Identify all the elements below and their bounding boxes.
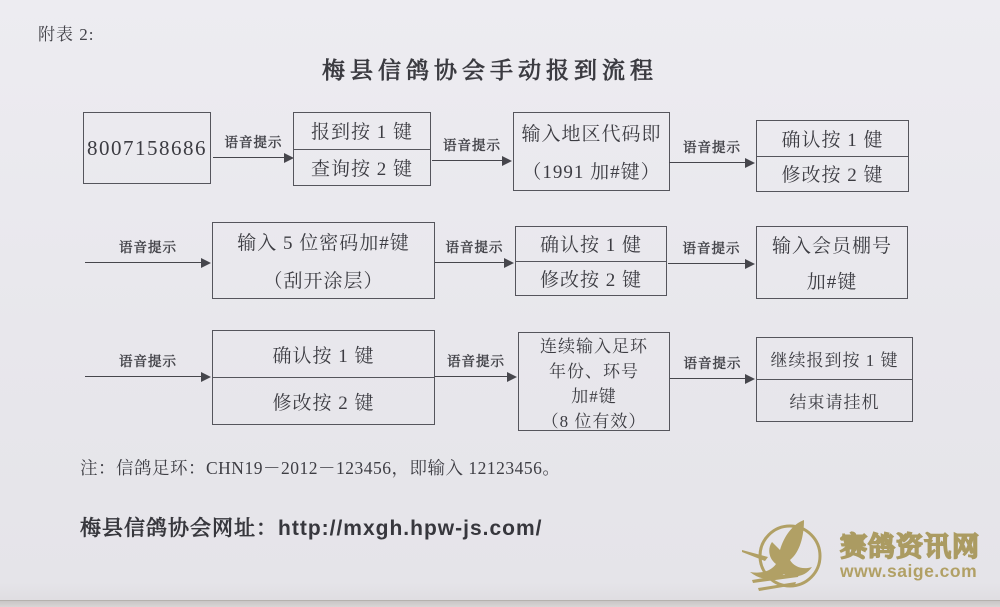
password-line-2: （刮开涂层） [263, 270, 384, 292]
watermark-site-url: www.saige.com [840, 560, 978, 581]
modify-line: 修改按 2 键 [757, 156, 908, 192]
arrow-line [670, 378, 748, 379]
flow-arrow [668, 237, 755, 273]
modify-line: 修改按 2 键 [516, 261, 666, 296]
arrow-line [435, 376, 510, 377]
voice-prompt-label: 语音提示 [682, 241, 741, 256]
arrow-line [85, 376, 204, 377]
arrow-line [213, 157, 287, 158]
confirm-line: 确认按 1 健 [539, 235, 642, 257]
arrow-line [432, 160, 505, 161]
member-shed-line-2: 加#键 [806, 271, 858, 293]
flow-box-confirm-modify-2 [515, 226, 667, 296]
flow-box-ring-entry [518, 332, 670, 431]
saige-watermark [738, 512, 978, 600]
arrow-line [435, 262, 507, 263]
arrow-line [669, 162, 748, 163]
flow-box-hotline-number [83, 112, 211, 184]
flow-arrow [669, 136, 755, 172]
ring-line-2: 年份、环号 [549, 361, 639, 381]
arrow-line [668, 263, 748, 264]
flow-arrow [435, 350, 517, 386]
hangup-line: 结束请挂机 [757, 379, 912, 421]
confirm-line: 确认按 1 健 [781, 129, 884, 151]
flow-arrow [432, 134, 512, 170]
arrow-head-icon [507, 372, 517, 382]
area-code-line-2: （1991 加#键） [522, 162, 661, 184]
voice-prompt-label: 语音提示 [119, 240, 177, 255]
arrow-head-icon [502, 156, 512, 166]
member-shed-line-1: 输入会员棚号 [771, 236, 892, 258]
ring-line-3: 加#键 [571, 386, 617, 406]
flow-box-member-shed [756, 226, 908, 299]
voice-prompt-label: 语音提示 [443, 138, 501, 153]
flow-box-checkin-options [293, 112, 431, 186]
arrow-head-icon [745, 259, 755, 269]
flow-box-confirm-modify-3 [212, 330, 435, 425]
association-website: 梅县信鸽协会网址：http://mxgh.hpw-js.com/ [80, 517, 543, 540]
continue-checkin-line: 继续报到按 1 键 [770, 351, 899, 370]
arrow-line [85, 262, 204, 263]
checkin-option-2: 查询按 2 键 [294, 149, 430, 186]
voice-prompt-label: 语音提示 [119, 354, 177, 369]
arrow-head-icon [504, 258, 514, 268]
appendix-label: 附表 2: [38, 25, 95, 44]
ring-line-4: （8 位有效） [541, 411, 647, 431]
watermark-site-name: 赛鸽资讯网 [840, 531, 980, 562]
scan-bottom-edge [0, 600, 1000, 607]
arrow-head-icon [201, 372, 211, 382]
voice-prompt-label: 语音提示 [445, 240, 504, 255]
pigeon-logo-icon [738, 514, 838, 598]
voice-prompt-label: 语音提示 [683, 140, 741, 155]
page-title: 梅县信鸽协会手动报到流程 [322, 57, 658, 83]
arrow-head-icon [201, 258, 211, 268]
hotline-number-text: 8007158686 [87, 135, 207, 160]
arrow-head-icon [745, 158, 755, 168]
ring-number-note: 注：信鸽足环：CHN19－2012－123456，即输入 12123456。 [80, 458, 561, 478]
confirm-line: 确认按 1 键 [272, 345, 375, 367]
password-line-1: 输入 5 位密码加#键 [237, 233, 410, 255]
flow-arrow [213, 131, 294, 167]
area-code-line-1: 输入地区代码即 [521, 123, 662, 145]
voice-prompt-label: 语音提示 [447, 354, 505, 369]
checkin-option-1: 报到按 1 键 [310, 122, 413, 144]
ring-line-1: 连续输入足环 [540, 336, 648, 356]
voice-prompt-label: 语音提示 [683, 356, 742, 371]
arrow-head-icon [745, 374, 755, 384]
voice-prompt-label: 语音提示 [224, 135, 283, 150]
flow-box-password [212, 222, 435, 299]
modify-line: 修改按 2 键 [213, 377, 434, 424]
flow-arrow [670, 352, 755, 388]
flow-box-confirm-modify-1 [756, 120, 909, 192]
flow-box-finish [756, 337, 913, 422]
flow-box-area-code [513, 112, 670, 191]
flow-arrow [85, 350, 211, 386]
flow-arrow [85, 236, 211, 272]
flow-arrow [435, 236, 514, 272]
